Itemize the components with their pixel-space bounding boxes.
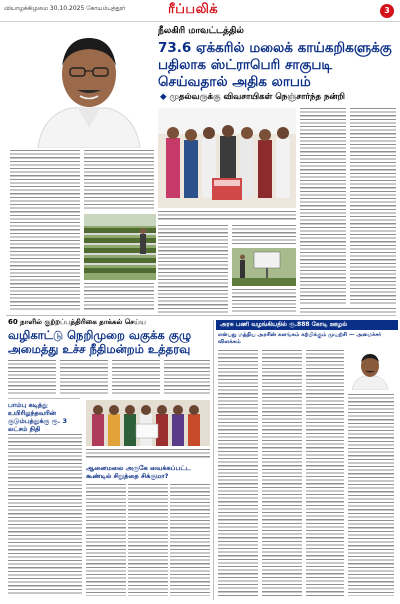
column-rule	[213, 320, 214, 600]
farm-sign-photo	[232, 248, 296, 286]
story3-column	[8, 434, 82, 596]
lead-caption-lines	[84, 283, 154, 311]
event-photo-caption	[158, 211, 296, 221]
story2-column-4	[164, 360, 210, 396]
issue-date: வியாழக்கிழமை 30.10.2025 கோயம்புத்தூர்	[4, 5, 126, 12]
section-divider	[6, 315, 396, 316]
page-number-badge: 3	[380, 4, 394, 18]
story5-column-3	[306, 350, 344, 596]
lead-body-column-1	[10, 150, 80, 312]
story3-headline: பாம்பு கடித்து உயிரிழந்தவரின் குடும்பத்துக்கு ரூ. 3 லட்சம் நிதி	[8, 401, 67, 433]
story4-column-1	[86, 484, 126, 596]
story2-kicker: 60 நாளில் குற்றப்பத்திரிகை தாக்கல் செய்ய	[8, 318, 147, 326]
story5-column-2	[262, 350, 302, 596]
sign-illustration	[232, 248, 296, 286]
lead-body-column-4	[232, 225, 296, 245]
lead-subline-text: முதல்வருக்கு விவசாயிகள் நெஞ்சார்ந்த நன்றி	[169, 92, 345, 102]
story4-column-3	[170, 484, 210, 596]
story4-column-2	[128, 484, 168, 596]
newspaper-logo: ரீப்பலிக்	[168, 2, 219, 17]
lead-body-column-right-2	[350, 108, 396, 304]
strawberry-field-photo	[84, 214, 156, 280]
sign-photo-caption	[232, 289, 296, 313]
story5-column-4	[348, 394, 394, 596]
story5-band-text: அரசு பணி வழங்கியதில் ரூ.888 கோடி ஊழல்	[220, 321, 348, 328]
event-group-photo	[158, 108, 296, 208]
lead-body-column-2	[84, 150, 154, 210]
story2-column-3	[112, 360, 160, 396]
minister-illustration	[346, 350, 394, 390]
minister-portrait	[346, 350, 394, 390]
portrait-illustration	[30, 24, 148, 148]
field-illustration	[84, 214, 156, 280]
award-photo-caption	[86, 449, 210, 459]
story2-headline: வழிகாட்டு நெறிமுறை வகுக்க குழு அமைத்து உச்ச நீதிமன்றம் உத்தரவு	[8, 328, 192, 356]
lead-subline	[160, 92, 396, 103]
story4-headline: ஆனைமலை அருகே வைக்கப்பட்ட கூண்டில் சிறுத்தை சிக்குமா?	[86, 464, 191, 480]
story5-headline: என்பது மத்திய அரசின் களங்கம் கற்பிக்கும் முயற்சி — அமைச்சர் விளக்கம்	[218, 332, 382, 345]
diamond-bullet-icon: ◆	[160, 92, 167, 102]
award-group-photo	[86, 400, 210, 446]
story3-divider	[8, 398, 80, 399]
story2-column-1	[8, 360, 56, 396]
lead-body-column-right-1	[300, 108, 346, 304]
lead-headline: 73.6 ஏக்கரில் மலைக் காய்கறிகளுக்கு பதிலாக ஸ்ட்ராபெரி சாகுபடி செய்வதால் அதிக லாபம்	[158, 40, 392, 90]
lead-kicker: நீலகிரி மாவட்டத்தில்	[158, 26, 244, 36]
chief-minister-portrait	[30, 24, 148, 148]
story5-column-1	[218, 350, 258, 596]
lead-body-column-3	[158, 225, 228, 313]
story2-column-2	[60, 360, 108, 396]
award-illustration	[86, 400, 210, 446]
event-illustration	[158, 108, 296, 208]
